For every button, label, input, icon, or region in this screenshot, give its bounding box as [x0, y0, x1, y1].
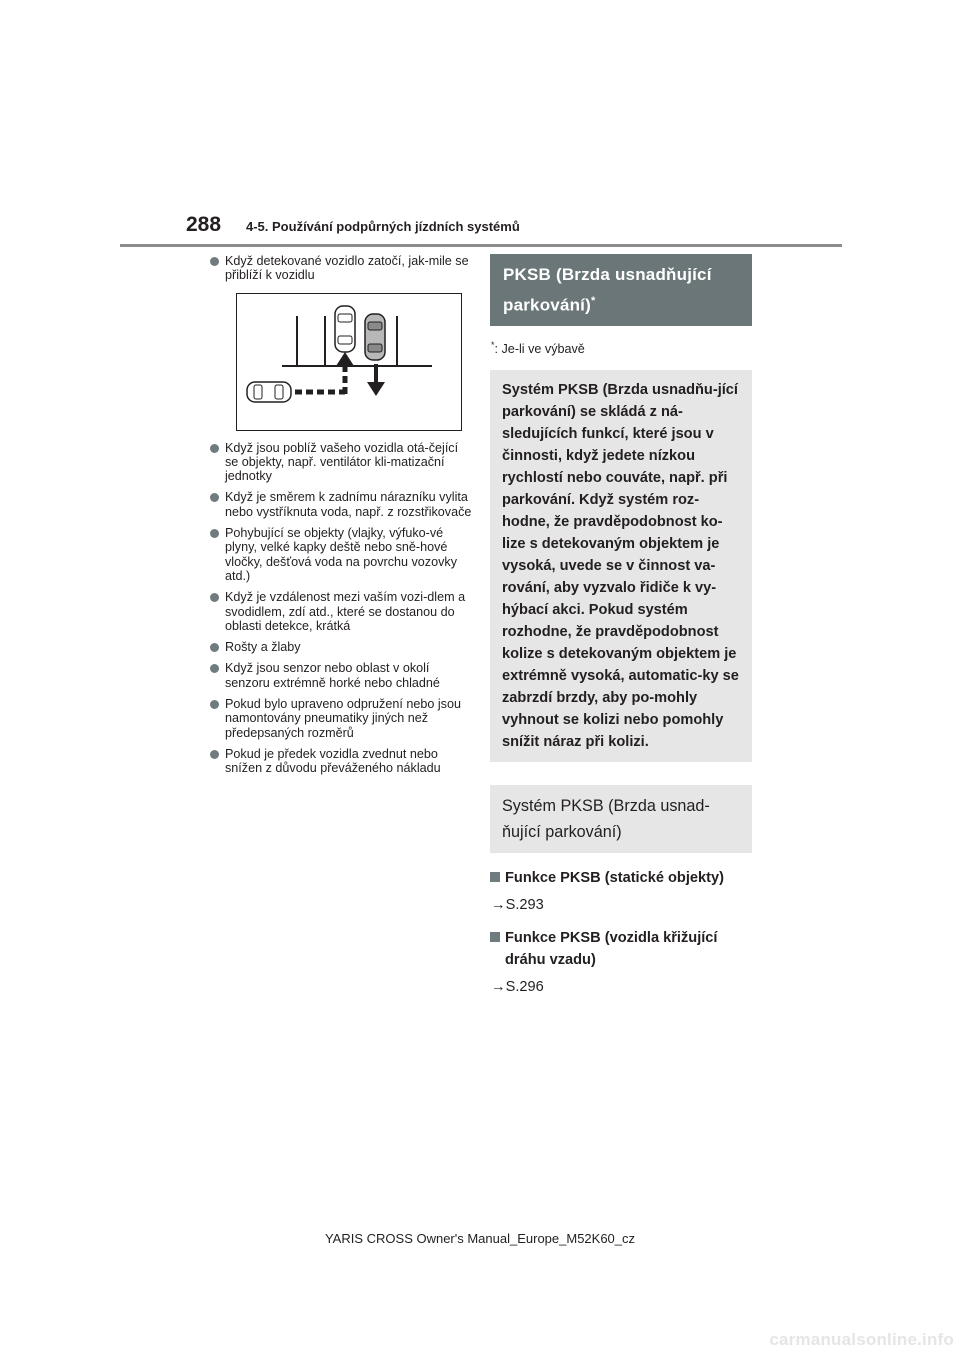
- left-column: [210, 254, 472, 783]
- page-number: 288: [186, 213, 222, 236]
- bullet-item: Když detekované vozidlo zatočí, jak-mile se přiblíží k vozidlu: [210, 254, 472, 283]
- bullet-item: Když je směrem k zadnímu nárazníku vylita nebo vystříknuta voda, např. z rozstřikovače: [210, 490, 472, 519]
- section-title: PKSB (Brzda usnadňující parkování): [503, 265, 712, 315]
- feature-title-text: Funkce PKSB (statické objekty): [505, 869, 724, 886]
- feature-title-text: Funkce PKSB (vozidla křižující dráhu vzadu): [505, 929, 718, 968]
- approaching-car: [247, 382, 291, 402]
- bullet-item: Pokud je předek vozidla zvednut nebo snížen z důvodu převáženého nákladu: [210, 747, 472, 776]
- page-reference-link[interactable]: →S.293: [491, 896, 544, 913]
- chapter-title: 4-5. Používání podpůrných jízdních systémů: [246, 219, 520, 234]
- bullet-item: Když jsou poblíž vašeho vozidla otá-čející se objekty, např. ventilátor kli-matizační jednotky: [210, 441, 472, 484]
- arrow-down: [367, 382, 385, 396]
- bullet-item: Rošty a žlaby: [210, 640, 472, 654]
- parked-car-white: [335, 306, 355, 352]
- footer: YARIS CROSS Owner's Manual_Europe_M52K60_cz: [324, 1231, 636, 1246]
- footnote-text: : Je-li ve výbavě: [494, 341, 585, 356]
- subsection-title: Systém PKSB (Brzda usnad-ňující parkování): [490, 785, 752, 853]
- square-bullet-icon: [490, 872, 500, 882]
- feature-title: [490, 927, 752, 971]
- section-title-marker: *: [590, 295, 596, 307]
- feature-title: [490, 867, 752, 889]
- header-rule: [120, 244, 842, 247]
- right-column: [490, 254, 752, 995]
- section-title-banner: [490, 254, 752, 326]
- watermark: carmanualsonline.info: [769, 1330, 954, 1349]
- page-reference-link[interactable]: →S.296: [491, 978, 544, 995]
- footnote: [491, 340, 752, 356]
- bullet-item: Pokud bylo upraveno odpružení nebo jsou namontovány pneumatiky jiných než předepsaných rozměrů: [210, 697, 472, 740]
- info-box: Systém PKSB (Brzda usnadňu-jící parkování) se skládá z ná-sledujících funkcí, které jsou v činnosti, když jedete nízkou rychlostí nebo couváte, např. při parkování. Když systém roz-hodne, že pravděpodobnost ko-lize s detekovaným objektem je vysoká, uvede se v činnost va-rování, aby vyzvalo řidiče k vy-hýbací akci. Pokud systém rozhodne, že pravděpodobnost kolize s detekovaným objektem je extrémně vysoká, automatic-ky se zabrzdí brzdy, aby po-mohly vyhnout se kolizi nebo pomohly snížit náraz při kolizi.: [490, 370, 752, 762]
- parking-illustration: [236, 293, 462, 431]
- square-bullet-icon: [490, 932, 500, 942]
- bullet-item: Pohybující se objekty (vlajky, výfuko-vé plyny, velké kapky deště nebo sně-hové vločky, dešťová voda na povrchu vozovky atd.): [210, 526, 472, 583]
- arrow-up: [336, 352, 354, 366]
- footnote-marker: *: [491, 339, 495, 350]
- own-car-gray: [365, 314, 385, 360]
- bullet-item: Když je vzdálenost mezi vaším vozi-dlem a svodidlem, zdí atd., které se dostanou do oblasti detekce, krátká: [210, 590, 472, 633]
- bullet-item: Když jsou senzor nebo oblast v okolí senzoru extrémně horké nebo chladné: [210, 661, 472, 690]
- parking-diagram: [237, 294, 461, 430]
